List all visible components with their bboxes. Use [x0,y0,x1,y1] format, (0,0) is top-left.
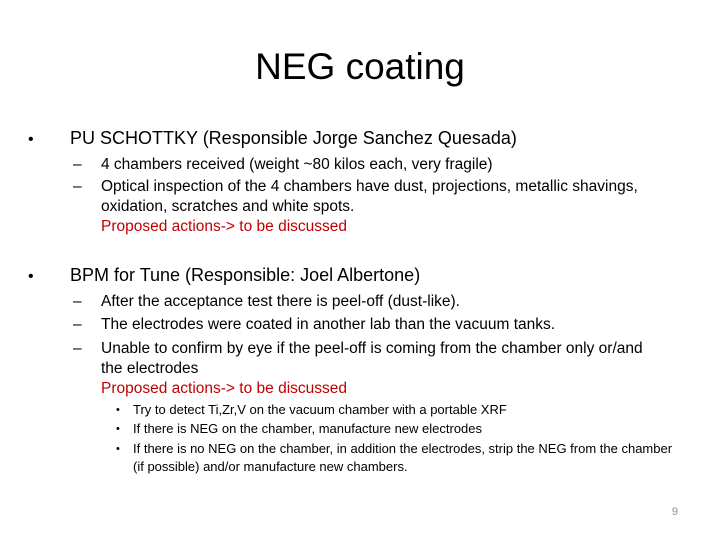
dash-icon: – [73,178,82,195]
section-1-item-2-text: Optical inspection of the 4 chambers have dust, projections, metallic shavings, oxidation, scratches and white spots. [101,178,638,215]
section-2-item-2 [73,315,671,335]
bullet-icon: • [116,423,120,435]
section-2-heading-row [28,264,420,288]
dash-icon: – [73,340,82,357]
bullet-icon: • [28,131,34,148]
dash-icon: – [73,316,82,333]
section-2-subitem-3 [116,440,673,476]
dash-icon: – [73,293,82,310]
slide-title: NEG coating [255,46,465,87]
section-2-item-2-text: The electrodes were coated in another lab than the vacuum tanks. [101,316,556,333]
section-1-item-1 [73,155,671,175]
section-1-heading: PU SCHOTTKY (Responsible Jorge Sanchez Quesada) [70,128,517,148]
section-1-heading-row [28,127,517,151]
dash-icon: – [73,156,82,173]
section-2-subitem-3-text: If there is no NEG on the chamber, in addition the electrodes, strip the NEG from the chamber (if possible) and/or manufacture new chambers. [133,441,673,474]
bullet-icon: • [116,443,120,455]
section-2-proposed-actions: Proposed actions-> to be discussed [101,380,347,397]
section-2-item-3-text: Unable to confirm by eye if the peel-off is coming from the chamber only or/and the electrodes [101,340,643,377]
page-number: 9 [671,506,678,518]
bullet-icon: • [116,404,120,416]
section-2-item-1-text: After the acceptance test there is peel-off (dust-like). [101,293,460,310]
section-2-item-1 [73,292,671,312]
section-2-subitem-1-text: Try to detect Ti,Zr,V on the vacuum chamber with a portable XRF [133,402,507,417]
section-2-heading: BPM for Tune (Responsible: Joel Albertone) [70,265,421,285]
section-1-proposed-actions: Proposed actions-> to be discussed [101,218,347,235]
section-2-subitem-2-text: If there is NEG on the chamber, manufacture new electrodes [133,421,483,436]
section-2-subitem-2 [116,420,673,438]
section-1-item-2 [73,177,671,237]
section-2-item-3 [73,339,671,399]
bullet-icon: • [28,268,34,285]
section-1-item-1-text: 4 chambers received (weight ~80 kilos each, very fragile) [101,156,493,173]
section-2-subitem-1 [116,401,673,419]
